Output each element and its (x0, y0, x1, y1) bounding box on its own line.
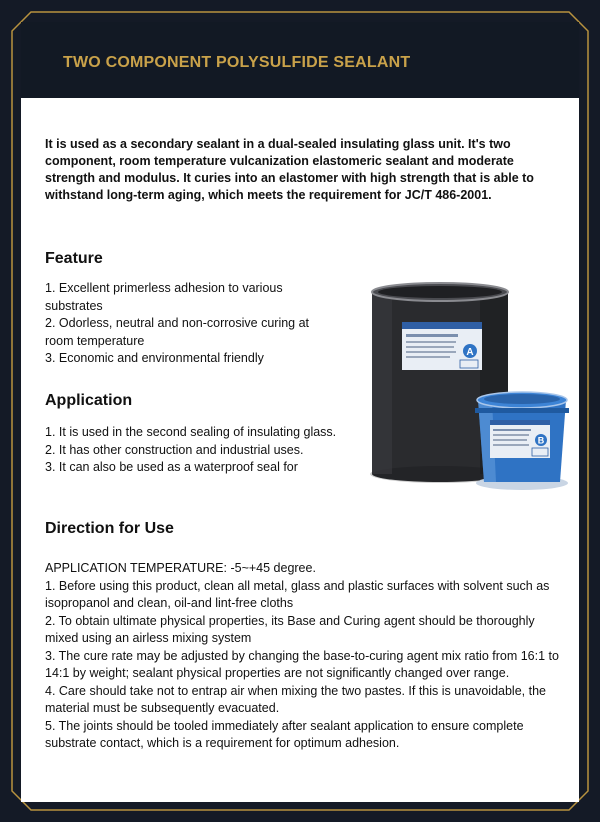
direction-list (45, 560, 565, 753)
direction-item: 5. The joints should be tooled immediately after sealant application to ensure complete substrate contact, which is a requirement for optimum adhesion. (45, 718, 524, 750)
feature-item: 1. Excellent primerless adhesion to various substrates (45, 281, 283, 313)
application-heading: Application (45, 392, 133, 409)
application-list (45, 424, 340, 477)
feature-item: 3. Economic and environmental friendly (45, 351, 264, 365)
drum-b-icon (475, 392, 569, 490)
svg-text:A: A (466, 347, 474, 358)
direction-item: 1. Before using this product, clean all metal, glass and plastic surfaces with solvent such as isopropanol and clean, oil-and lint-free cloths (45, 578, 550, 610)
intro-paragraph: It is used as a secondary sealant in a dual-sealed insulating glass unit. It's two component, room temperature vulcanization elastomeric sealant and moderate strength and modulus. It curies into an elastomer with high strength that is able to withstand long-term aging, which meets the requirement for JC/T 486-2001. (45, 137, 534, 202)
application-item: 3. It can also be used as a waterproof seal for (45, 460, 298, 474)
product-drums-image (360, 278, 580, 493)
direction-item: 4. Care should take not to entrap air when mixing the two pastes. If this is unavoidable, the material must be subsequently evacuated. (45, 683, 546, 715)
svg-text:B: B (537, 435, 545, 446)
direction-item: 2. To obtain ultimate physical properties, its Base and Curing agent should be thoroughly mixed using an airless mixing system (45, 613, 535, 645)
page-title: TWO COMPONENT POLYSULFIDE SEALANT (63, 54, 411, 71)
feature-heading: Feature (45, 250, 103, 267)
application-temperature: APPLICATION TEMPERATURE: -5~+45 degree. (45, 561, 316, 575)
application-item: 2. It has other construction and industrial uses. (45, 442, 304, 457)
direction-item: 3. The cure rate may be adjusted by changing the base-to-curing agent mix ratio from 16:1 to 14:1 by weight; sealant physical properties are not significantly changed over range. (45, 648, 559, 680)
feature-list (45, 280, 335, 368)
feature-item: 2. Odorless, neutral and non-corrosive curing at room temperature (45, 316, 310, 348)
application-item: 1. It is used in the second sealing of insulating glass. (45, 425, 337, 439)
direction-heading: Direction for Use (45, 520, 174, 537)
